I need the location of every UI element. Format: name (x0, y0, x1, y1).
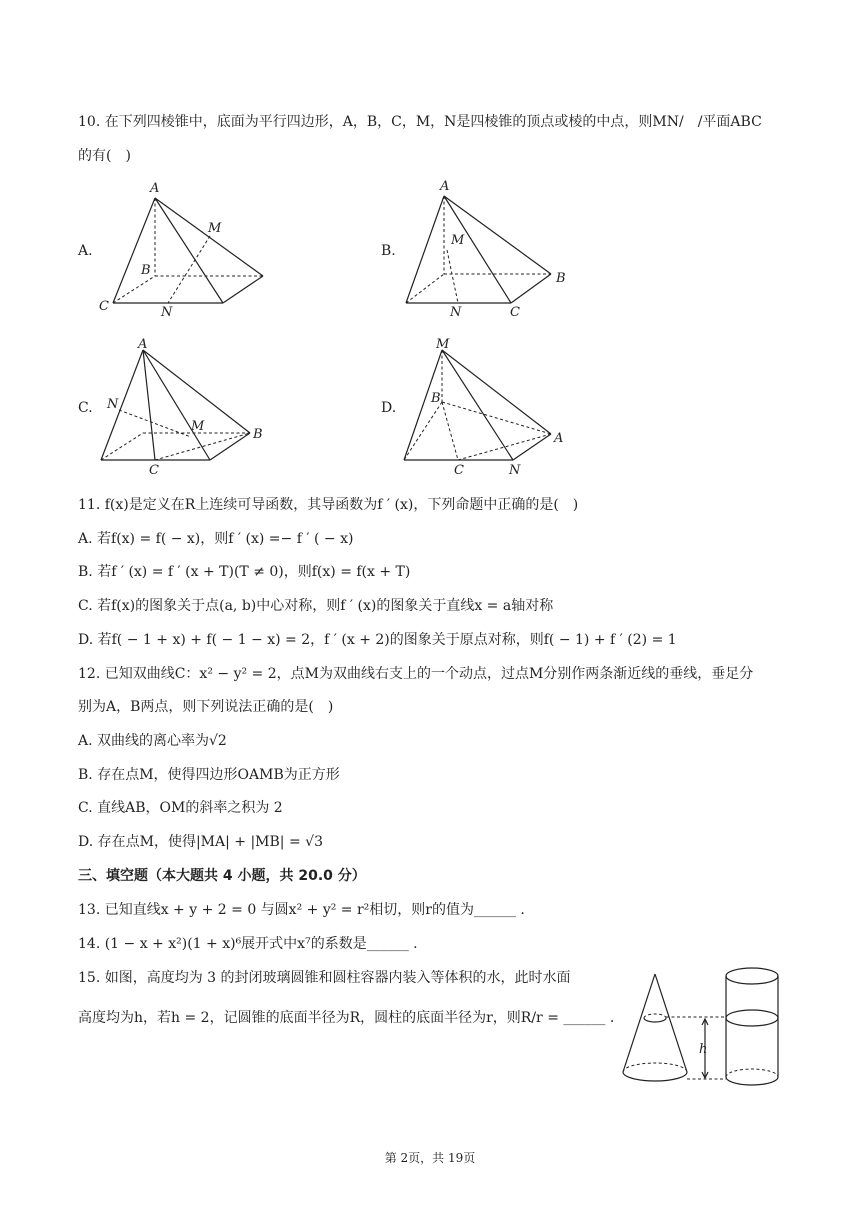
q12-line2: 别为A，B两点，则下列说法正确的是( ) (78, 699, 334, 715)
q12-line1: 12. 已知双曲线C：x² − y² = 2，点M为双曲线右支上的一个动点，过点M分别作两条渐近线的垂线，垂足分 (78, 666, 754, 682)
vertex-label: A (150, 181, 160, 196)
q12-option-d[interactable]: D. 存在点M，使得|MA| + |MB| = √3 (78, 834, 323, 850)
vertex-label: M (451, 233, 465, 248)
vertex-label: N (509, 463, 521, 478)
q14: 14. (1 − x + x²)(1 + x)⁶展开式中x⁷的系数是______ . (78, 936, 418, 952)
q15-figure (615, 962, 790, 1092)
q11-option-a[interactable]: A. 若f(x) = f( − x)，则f ′ (x) =− f ′ ( − x) (78, 531, 354, 547)
vertex-label: A (138, 337, 148, 352)
page-footer: 第 2页，共 19页 (384, 1151, 476, 1165)
q11-option-b[interactable]: B. 若f ′ (x) = f ′ (x + T)(T ≠ 0)，则f(x) = f(x + T) (78, 564, 411, 580)
q12-option-c[interactable]: C. 直线AB，OM的斜率之积为 2 (78, 800, 283, 816)
vertex-label: C (510, 305, 520, 320)
q10-option-a-label[interactable]: A. (78, 243, 93, 259)
h-label: h (699, 1042, 708, 1057)
q10-option-b-label[interactable]: B. (381, 243, 396, 259)
q15-line2: 高度均为h，若h = 2，记圆锥的底面半径为R，圆柱的底面半径为r，则R/r = ______ . (78, 1010, 615, 1026)
vertex-label: N (450, 305, 462, 320)
q10-figure-b (398, 178, 578, 318)
q12-option-a[interactable]: A. 双曲线的离心率为√2 (78, 733, 227, 749)
q10-figure-d (398, 336, 578, 476)
q13: 13. 已知直线x + y + 2 = 0 与圆x² + y² = r²相切，则r的值为______ . (78, 902, 525, 918)
vertex-label: N (161, 305, 173, 320)
vertex-label: B (141, 263, 151, 278)
vertex-label: B (431, 391, 441, 406)
vertex-label: B (556, 271, 566, 286)
q10-line1: 10. 在下列四棱锥中，底面为平行四边形，A，B，C，M，N是四棱锥的顶点或棱的中点，则MN/ /平面ABC (78, 114, 762, 130)
vertex-label: C (149, 463, 159, 478)
vertex-label: C (454, 463, 464, 478)
vertex-label: B (253, 427, 263, 442)
vertex-label: M (436, 337, 450, 352)
vertex-label: C (99, 299, 109, 314)
q10-line2: 的有( ) (78, 148, 131, 164)
q10-figure-c (95, 336, 275, 476)
q11-option-c[interactable]: C. 若f(x)的图象关于点(a, b)中心对称，则f ′ (x)的图象关于直线x = a轴对称 (78, 598, 554, 614)
section-heading: 三、填空题（本大题共 4 小题，共 20.0 分） (78, 868, 366, 884)
q12-option-b[interactable]: B. 存在点M，使得四边形OAMB为正方形 (78, 767, 340, 783)
vertex-label: N (107, 397, 119, 412)
q10-figure-a (95, 178, 275, 318)
q15-line1: 15. 如图，高度均为 3 的封闭玻璃圆锥和圆柱容器内装入等体积的水，此时水面 (78, 970, 571, 986)
vertex-label: A (554, 431, 564, 446)
vertex-label: M (208, 221, 222, 236)
q11-stem: 11. f(x)是定义在R上连续可导函数，其导函数为f ′ (x)，下列命题中正确的是( ) (78, 497, 579, 513)
q10-option-c-label[interactable]: C. (78, 400, 93, 416)
q11-option-d[interactable]: D. 若f( − 1 + x) + f( − 1 − x) = 2，f ′ (x + 2)的图象关于原点对称，则f( − 1) + f ′ (2) = 1 (78, 632, 677, 648)
vertex-label: A (440, 179, 450, 194)
q10-option-d-label[interactable]: D. (381, 400, 397, 416)
vertex-label: M (191, 419, 205, 434)
